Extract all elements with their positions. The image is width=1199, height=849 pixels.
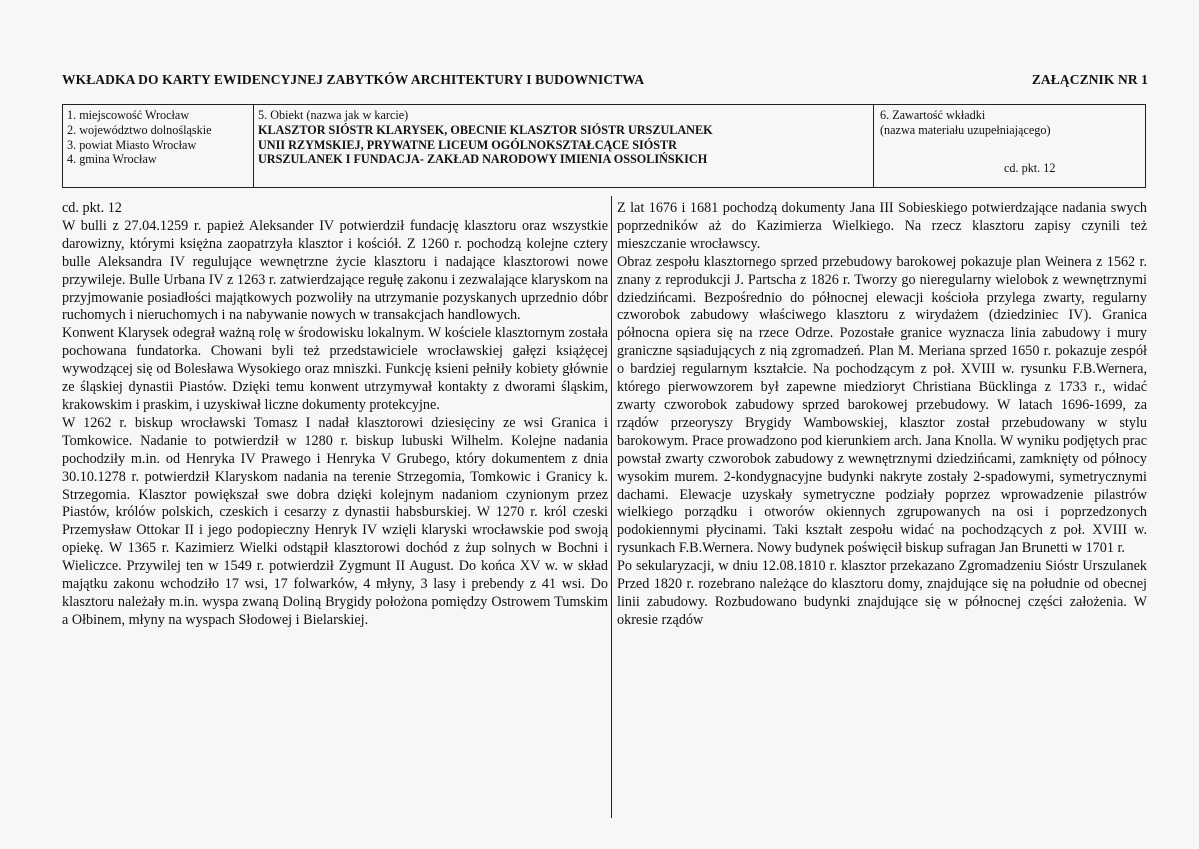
location-town: 1. miejscowość Wrocław [67, 108, 190, 122]
contents-value: cd. pkt. 12 [1004, 161, 1056, 175]
paragraph: W bulli z 27.04.1259 r. papież Aleksander IV potwierdził fundację klasztoru oraz wszystkie darowizny, którymi księżna zaopatrzyła klasztor i kościół. Z 1260 r. pochodzą kolejne cztery bulle Aleksandra IV regulujące wewnętrzne życie klasztoru i nadające klasztorowi nowe przywileje. Bulle Urbana IV z 1263 r. zatwierdzające regułę zakonu i zezwalające klaryskom na przyjmowanie posiadłości majątkowych pozwoliły na utrzymanie pozyskanych uprzednio dóbr ruchomych i nieruchomych i na nabywanie nowych w transakcjach handlowych. [62, 217, 608, 324]
location-county: 3. powiat Miasto Wrocław [67, 137, 197, 152]
column-divider [611, 196, 612, 818]
object-name-line-1: KLASZTOR SIÓSTR KLARYSEK, OBECNIE KLASZTOR SIÓSTR URSZULANEK [258, 122, 713, 137]
location-commune: 4. gmina Wrocław [67, 152, 157, 167]
object-label: 5. Obiekt (nazwa jak w karcie) [258, 108, 409, 122]
paragraph: W 1262 r. biskup wrocławski Tomasz I nadał klasztorowi dziesięciny ze wsi Granica i Tomkowice. Nadanie to potwierdził w 1280 r. biskup lubuski Wilhelm. Kolejne nadania pochodziły m.in. od Henryka IV Prawego i Henryka V Grubego, który dokumentem z dnia 30.10.1278 r. potwierdził Klaryskom nadania na terenie Strzegomia, Tomkowic i Granicy k. Strzegomia. Klasztor powiększał swe dobra dzięki kolejnym nadaniom czynionym przez Piastów, królów polskich, czeskich i cesarzy z dynastii habsburskiej. W 1270 r. król czeski Przemysław Ottokar II i jego podopieczny Henryk IV wzięli klaryski wrocławskie pod swoją opiekę. W 1365 r. Kazimierz Wielki odstąpił klasztorowi dochód z żup solnych w Bochni i Wieliczce. Przywilej ten w 1549 r. potwierdził Zygmunt II August. Do końca XV w. w skład majątku zakonu wchodziło 17 wsi, 17 folwarków, 4 młyny, 3 lasy i prebendy z 41 wsi. Do klasztoru należały m.in. wyspa zwaną Doliną Brygidy położona pomiędzy Ostrowem Tumskim a Ołbinem, młyny na wyspach Słodowej i Bielarskiej. [62, 414, 608, 628]
document-title: WKŁADKA DO KARTY EWIDENCYJNEJ ZABYTKÓW ARCHITEKTURY I BUDOWNICTWA [62, 72, 645, 87]
contents-sublabel: (nazwa materiału uzupełniającego) [880, 122, 1051, 137]
object-name-line-2: UNII RZYMSKIEJ, PRYWATNE LICEUM OGÓLNOKSZTAŁCĄCE SIÓSTR [258, 137, 677, 152]
metadata-table [62, 104, 1146, 188]
object-cell [254, 105, 874, 187]
continuation-heading: cd. pkt. 12 [62, 200, 122, 216]
right-text-column [617, 200, 1147, 630]
document-body [62, 200, 1146, 820]
annex-label: ZAŁĄCZNIK NR 1 [1031, 72, 1148, 87]
paragraph: Obraz zespołu klasztornego sprzed przebudowy barokowej pokazuje plan Weinera z 1562 r. znany z reprodukcji J. Partscha z 1826 r. Tworzy go nieregularny wielobok z wewnętrznymi dziedzińcami. Bezpośrednio do północnej elewacji kościoła przylega zwarty, regularny czworobok zabudowy właściwego klasztoru z wirydażem (dziedziniec IV). Granica północna opiera się na rzece Odrze. Pozostałe granice wyznacza linia zabudowy i mury graniczne sąsiadujących z nią zgromadzeń. Plan M. Meriana sprzed 1650 r. pokazuje zespół o bardziej regularnym kształcie. Na pochodzącym z poł. XVIII w. rysunku F.B.Wernera, którego pierwowzorem był zapewne miedzioryt Christiana Bücklinga z 1733 r., widać zwarty czworobok zabudowy sprzed barokowej przebudowy. W latach 1696-1699, za rządów przeoryszy Brygidy Wambowskiej, klasztor został przebudowany w stylu barokowym. Prace prowadzono pod kierunkiem arch. Jana Knolla. W wyniku podjętych prac powstał zwarty czworobok zabudowy z wewnętrznymi dziedzińcami, zamknięty od północy wysokim murem. 2-kondygnacyjne budynki nakryte zostały 2-spadowymi, symetrycznymi dachami. Elewacje uzyskały symetryczne podziały poprzez wprowadzenie pilastrów wielkiego porządku i otworów okiennych zgrupowanych na osi i poprzedzonych podokiennymi płycinami. Taki kształt zespołu widać na pochodzących z poł. XVIII w. rysunkach F.B.Wernera. Nowy budynek poświęcił biskup sufragan Jan Brunetti w 1701 r. [617, 253, 1147, 557]
paragraph: Konwent Klarysek odegrał ważną rolę w środowisku lokalnym. W kościele klasztornym została pochowana fundatorka. Chowani byli też przedstawiciele wrocławskiej gałęzi książęcej wywodzącej się od Bolesława Wysokiego oraz mniszki. Funkcję ksieni pełniły kobiety głównie ze śląskiej dynastii Piastów. Dzięki temu konwent utrzymywał kontakty z dworami śląskim, krakowskim i praskim, i uzyskiwał liczne dokumenty protekcyjne. [62, 325, 608, 413]
paragraph: Z lat 1676 i 1681 pochodzą dokumenty Jana III Sobieskiego potwierdzające nadania swych poprzedników aż do Kazimierza Wielkiego. Na rzecz klasztoru zapisy czynili też mieszczanie wrocławscy. [617, 200, 1147, 252]
left-text-column [62, 200, 608, 630]
contents-label: 6. Zawartość wkładki [880, 108, 986, 122]
location-voivodeship: 2. województwo dolnośląskie [67, 122, 212, 137]
paragraph: Po sekularyzacji, w dniu 12.08.1810 r. klasztor przekazano Zgromadzeniu Sióstr Urszulanek Przed 1820 r. rozebrano należące do klasztoru domy, znajdujące się na południe od obecnej linii zabudowy. Rozbudowano budynki znajdujące się w północnej części założenia. W okresie rządów [617, 558, 1147, 628]
contents-cell [874, 105, 1145, 187]
location-cell [63, 105, 254, 187]
object-name-line-3: URSZULANEK I FUNDACJA- ZAKŁAD NARODOWY IMIENIA OSSOLIŃSKICH [258, 152, 708, 167]
